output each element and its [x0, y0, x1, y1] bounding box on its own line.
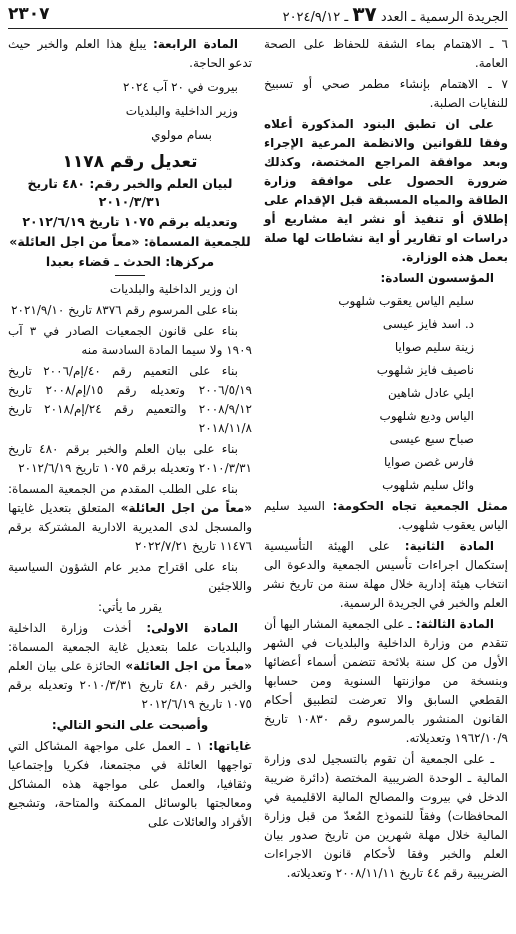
issue-date: ـ ٢٠٢٤/٩/١٢	[282, 10, 349, 25]
article-3-part2: ـ على الجمعية أن تقوم بالتسجيل لدى وزارة المالية ـ الوحدة الضريبية المختصة (دائرة ضريبة الدخل في بيروت والمصالح المالية الاقليمية في المحافظات) وفقاً للنموذج المُعدّ من قبل وزارة المالية خلال مهلة شهرين من تاريخ صدور بيان العلم والخبر وفقا لأحكام قانون الاجراءات الضريبية رقم ٤٤ تاريخ ٢٠٠٨/١١/١١ وتعديلاته.	[264, 752, 508, 880]
founders-list	[264, 290, 508, 497]
left-column	[8, 35, 252, 885]
section-divider	[115, 275, 145, 276]
founder-item: الياس وديع شلهوب	[379, 409, 474, 423]
amendment-subtitle-2: وتعديله برقم ١٠٧٥ تاريخ ٢٠١٢/٦/١٩	[22, 214, 238, 229]
article-3	[264, 615, 508, 748]
amendment-subtitle-4: مركزها: الحدث ـ قضاء بعبدا	[45, 254, 215, 269]
recital-1: بناء على المرسوم رقم ٨٣٧٦ تاريخ ٢٠٢١/٩/١٠	[11, 303, 238, 317]
article-1	[8, 619, 252, 714]
goals-paragraph	[8, 737, 252, 832]
page-number: ٢٣٠٧	[8, 4, 50, 24]
article-4-text: يبلغ هذا العلم والخبر حيث تدعو الحاجة.	[8, 37, 252, 70]
founder-item: ايلي عادل شاهين	[388, 386, 474, 400]
article-3-label: المادة الثالثة:	[415, 617, 494, 631]
representative-label: ممثل الجمعية تجاه الحكومة:	[332, 499, 508, 513]
association-name: «معاً من اجل العائلة»	[125, 659, 252, 673]
recital-6: بناء على اقتراح مدير عام الشؤون السياسية واللاجئين	[8, 560, 252, 593]
article-2-text: على الهيئة التأسيسية إستكمال اجراءات تأسيس الجمعية والدعوة الى انتخاب هيئة إدارية خلال مهلة سنة من تاريخ نشر العلم والخبر في الجريدة الرسمية.	[264, 539, 508, 610]
condition-paragraph: على ان تطبق البنود المذكورة أعلاه وفقا للقوانين والانظمة المرعية الإجراء وبعد موافقة المراجع المختصة، وكذلك ضرورة الحصول على موافقة وزارة الطاقة والمياه المسبقة قبل الإقدام على إطلاق أو تنفيذ أو نشر اية مشاريع أو دراسات او تقارير أو اية نشاطات لها صلة بعمل هذه الوزارة.	[264, 117, 508, 264]
founder-item: ناصيف فايز شلهوب	[376, 363, 474, 377]
article-4	[8, 35, 252, 73]
minister-line: ان وزير الداخلية والبلديات	[109, 282, 238, 296]
article-1-text: أخذت وزارة الداخلية والبلديات علما بتعديل غاية الجمعية المسماة:	[8, 621, 252, 654]
amendment-subtitle-1: لبيان العلم والخبر رقم: ٤٨٠ تاريخ ٢٠١٠/٣/٣١	[27, 176, 233, 209]
item-6: ٦ ـ الاهتمام بماء الشفة للحفاظ على الصحة العامة.	[264, 37, 508, 70]
goals-text: ١ ـ العمل على مواجهة المشاكل التي تواجهها العائلة في مجتمعنا، فكريا وإجتماعيا وثقافيا، والعمل على مواجهة هذه المشاكل ومعالجتها بالوسائل الممكنة والمتاحة، وتشجيع الأفراد والعائلات على	[8, 739, 252, 829]
recital-2: بناء على قانون الجمعيات الصادر في ٣ آب ١٩٠٩ ولا سيما المادة السادسة منه	[8, 324, 252, 357]
founder-item: سليم الياس يعقوب شلهوب	[338, 294, 474, 308]
place-date: بيروت في ٢٠ آب ٢٠٢٤	[123, 80, 238, 94]
two-columns	[8, 35, 508, 885]
amendment-subtitle-3: للجمعية المسماة: «معاً من اجل العائلة»	[9, 234, 251, 249]
gazette-name: الجريدة الرسمية ـ العدد	[380, 10, 508, 25]
became-line: وأصبحت على النحو التالي:	[51, 718, 209, 732]
founder-item: صباح سبع عيسى	[389, 432, 474, 446]
goals-label: غاياتها:	[208, 739, 252, 753]
founders-heading: المؤسسون السادة:	[380, 271, 494, 285]
issue-number: ٣٧	[352, 2, 377, 26]
founder-item: فارس غصن صوايا	[384, 455, 474, 469]
article-2	[264, 537, 508, 613]
decides-line: يقرر ما يأتي:	[98, 600, 162, 614]
right-column	[264, 35, 508, 885]
item-7: ٧ ـ الاهتمام بإنشاء مطمر صحي أو تسبيخ للنفايات الصلبة.	[264, 77, 508, 110]
article-1-text2: الحائزة على بيان العلم والخبر رقم ٤٨٠ تاريخ ٢٠١٠/٣/٣١ وتعديله برقم ١٠٧٥ تاريخ ٢٠١٢/٦/١٩	[8, 659, 253, 711]
founder-item: د. اسد فايز عيسى	[382, 317, 474, 331]
recital-3: بناء على التعميم رقم ٤٠/إم/٢٠٠٦ تاريخ ٢٠٠٦/٥/١٩ وتعديله رقم ١٥/إم/٢٠٠٨ تاريخ ٢٠٠٨/٩/١٢ والتعميم رقم ٢٤/إم/٢٠١٨ تاريخ ٢٠١٨/١١/٨	[8, 364, 252, 435]
article-1-label: المادة الاولى:	[146, 621, 238, 635]
article-3-text: ـ على الجمعية المشار اليها أن تتقدم من وزارة الداخلية والبلديات في الشهر الأول من كل سنة بلائحة تتضمن أسماء أعضائها وبنسخة من موازنتها السنوية ومن حسابها القطعي السابق والا تعرضت لتطبيق أحكام القانون المنشور بالمرسوم رقم ١٠٨٣٠ تاريخ ١٩٦٢/١٠/٩ وتعديلاته.	[264, 617, 508, 745]
recital-4: بناء على بيان العلم والخبر برقم ٤٨٠ تاريخ ٢٠١٠/٣/٣١ وتعديله برقم ١٠٧٥ تاريخ ٢٠١٢/٦/١٩	[8, 442, 252, 475]
recital-5-a: بناء على الطلب المقدم من الجمعية المسماة:	[8, 482, 238, 496]
signature-block	[8, 75, 252, 147]
page-header	[8, 0, 508, 29]
minister-title: وزير الداخلية والبلديات	[125, 104, 238, 118]
recital-5-b: المتعلق بتعديل غايتها والمسجل لدى المديرية الادارية المشتركة برقم ١١٤٧٦ تاريخ ٢٠٢٢/٧/٢١	[8, 501, 252, 553]
article-2-label: المادة الثانية:	[404, 539, 494, 553]
article-4-label: المادة الرابعة:	[152, 37, 238, 51]
founder-item: وائل سليم شلهوب	[382, 478, 474, 492]
representative-paragraph	[264, 497, 508, 535]
representative-name: السيد سليم الياس يعقوب شلهوب.	[264, 499, 508, 532]
minister-name: بسام مولوي	[151, 128, 212, 142]
gazette-title	[283, 2, 508, 26]
recital-5	[8, 480, 252, 556]
founder-item: زينة سليم صوايا	[394, 340, 474, 354]
association-name: «معاً من اجل العائلة»	[120, 501, 252, 515]
amendment-title: تعديل رقم ١١٧٨	[62, 152, 198, 172]
